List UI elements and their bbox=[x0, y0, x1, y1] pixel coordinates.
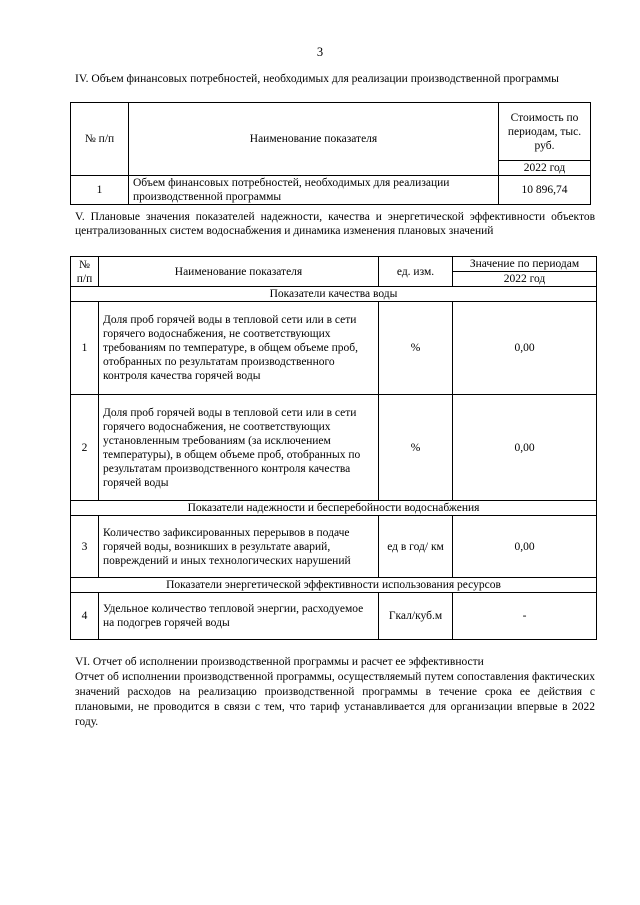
group-title-reliability: Показатели надежности и бесперебойности водоснабжения bbox=[71, 501, 597, 516]
table-row bbox=[71, 516, 597, 578]
header-num: № п/п bbox=[71, 103, 129, 176]
row-unit: % bbox=[379, 395, 453, 501]
page-number: 3 bbox=[316, 45, 324, 59]
row-unit: Гкал/куб.м bbox=[379, 593, 453, 640]
row-name: Объем финансовых потребностей, необходимых для реализации производственной программы bbox=[129, 176, 499, 205]
header-period: Значение по периодам bbox=[453, 257, 597, 272]
header-cost: Стоимость по периодам, тыс. руб. bbox=[499, 103, 591, 161]
group-title-energy: Показатели энергетической эффективности использования ресурсов bbox=[71, 578, 597, 593]
section-5-title: V. Плановые значения показателей надежности, качества и энергетической эффективности объектов централизованных систем водоснабжения и динамика изменения плановых значений bbox=[75, 211, 595, 237]
section-4-title: IV. Объем финансовых потребностей, необходимых для реализации производственной программы bbox=[75, 73, 559, 85]
table-row bbox=[71, 395, 597, 501]
header-name: Наименование показателя bbox=[129, 103, 499, 176]
row-num: 1 bbox=[71, 302, 99, 395]
row-value: 0,00 bbox=[453, 395, 597, 501]
row-name: Удельное количество тепловой энергии, расходуемое на подогрев горячей воды bbox=[99, 593, 379, 640]
header-num: № п/п bbox=[71, 257, 99, 287]
row-unit: % bbox=[379, 302, 453, 395]
header-name: Наименование показателя bbox=[99, 257, 379, 287]
section-6-title: VI. Отчет об исполнении производственной программы и расчет ее эффективности bbox=[75, 656, 484, 668]
row-value: - bbox=[453, 593, 597, 640]
row-num: 1 bbox=[71, 176, 129, 205]
row-value: 0,00 bbox=[453, 302, 597, 395]
indicators-table bbox=[70, 256, 597, 640]
row-unit: ед в год/ км bbox=[379, 516, 453, 578]
row-num: 4 bbox=[71, 593, 99, 640]
table-row bbox=[71, 593, 597, 640]
header-unit: ед. изм. bbox=[379, 257, 453, 287]
row-name: Доля проб горячей воды в тепловой сети или в сети горячего водоснабжения, не соответствующих установленным требованиям (за исключением температуры), в общем объеме проб, отобранных по результатам производственного контроля качества горячей воды bbox=[99, 395, 379, 501]
table-row bbox=[71, 302, 597, 395]
row-value: 0,00 bbox=[453, 516, 597, 578]
row-name: Количество зафиксированных перерывов в подаче горячей воды, возникших в результате аварий, повреждений и иных технологических нарушений bbox=[99, 516, 379, 578]
row-num: 3 bbox=[71, 516, 99, 578]
row-num: 2 bbox=[71, 395, 99, 501]
section-6-text: Отчет об исполнении производственной программы, осуществляемый путем сопоставления фактических значений расходов на реализацию производственной программы в течение срока ее действия с плановыми, не проводится в связи с тем, что тариф устанавливается для организации впервые в 2022 году. bbox=[75, 671, 595, 728]
financial-needs-table bbox=[70, 102, 591, 205]
header-year: 2022 год bbox=[499, 161, 591, 176]
group-title-quality: Показатели качества воды bbox=[71, 287, 597, 302]
row-value: 10 896,74 bbox=[499, 176, 591, 205]
header-year: 2022 год bbox=[453, 272, 597, 287]
table-row bbox=[71, 176, 591, 205]
row-name: Доля проб горячей воды в тепловой сети или в сети горячего водоснабжения, не соответствующих требованиям по температуре, в общем объеме проб, отобранных по результатам производственного контроля качества горячей воды bbox=[99, 302, 379, 395]
